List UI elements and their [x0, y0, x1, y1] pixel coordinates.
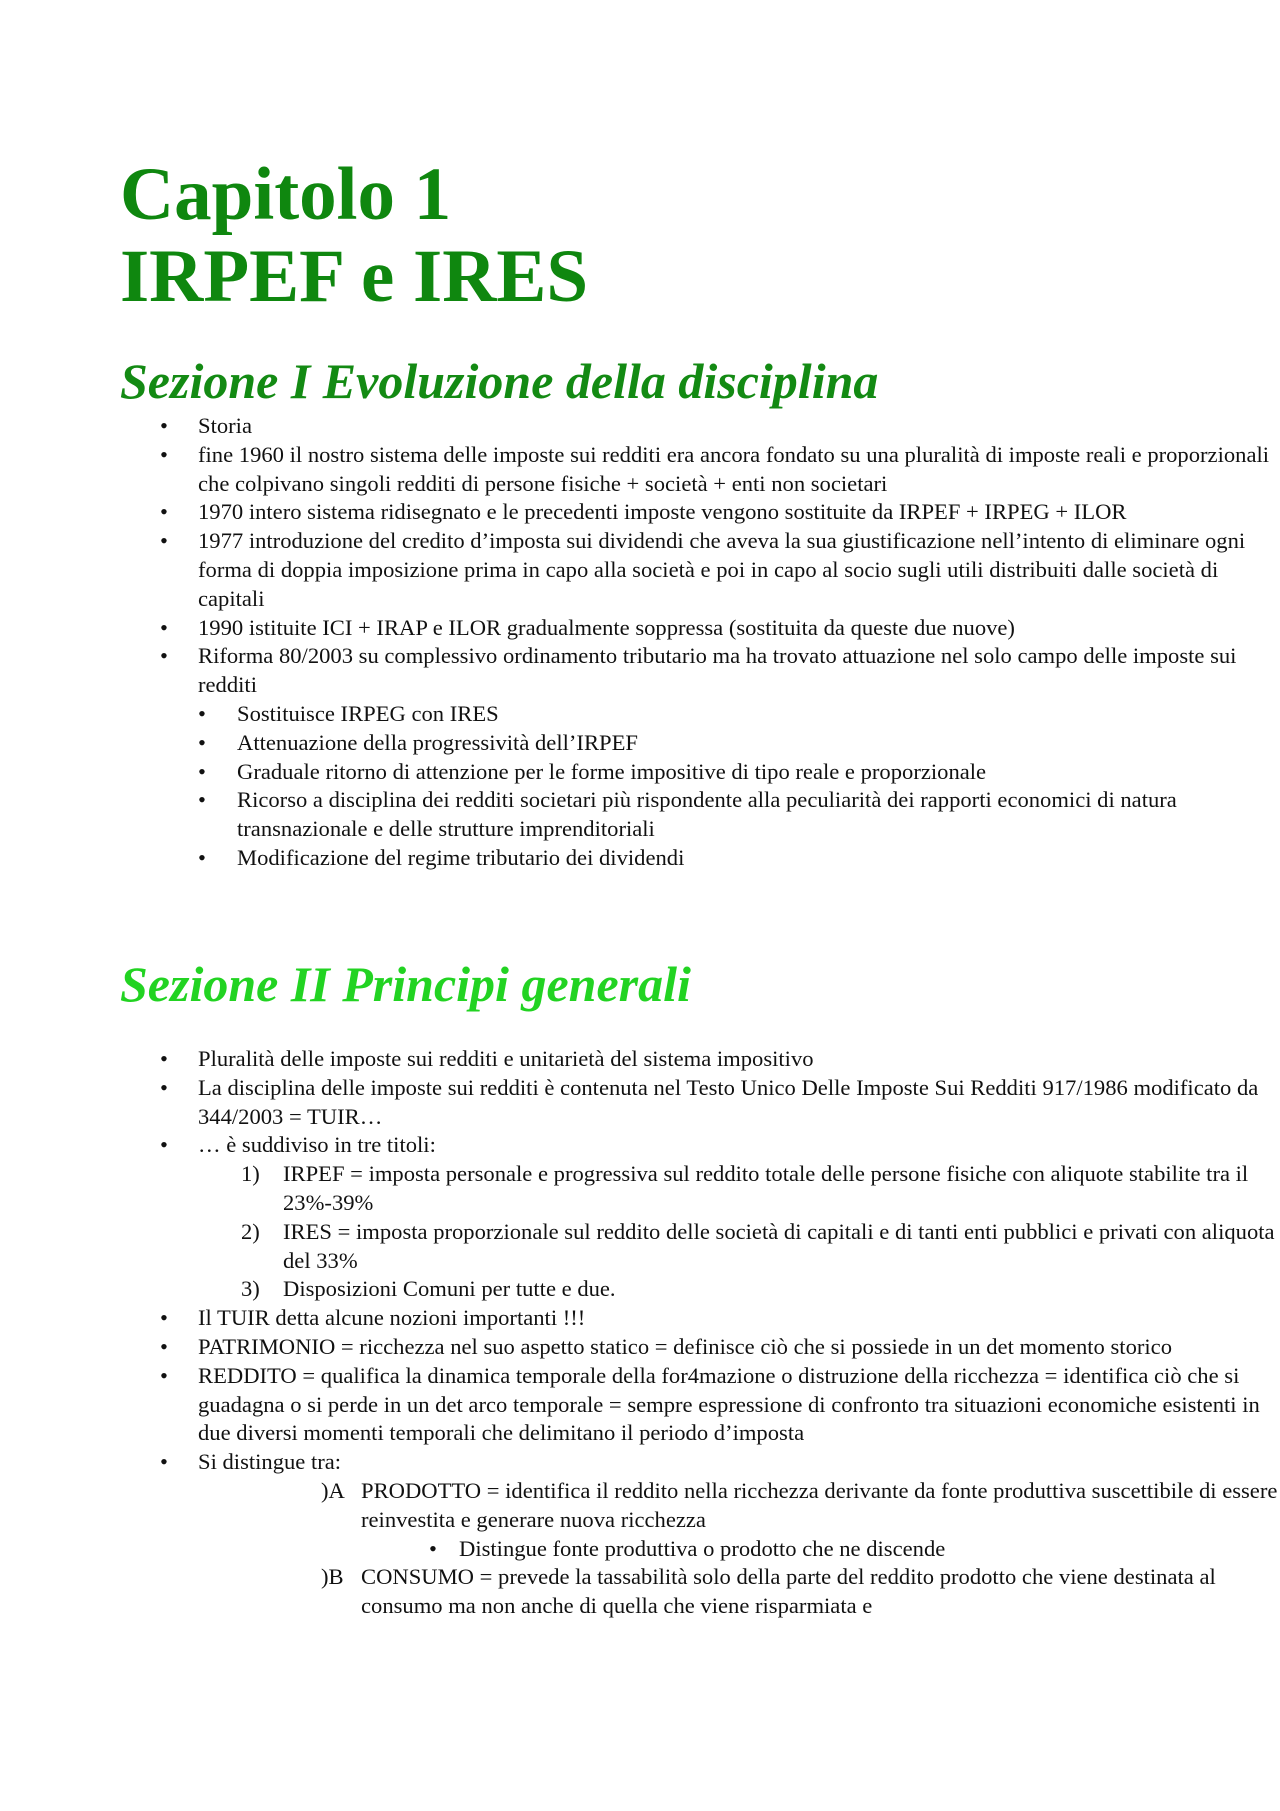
chapter-number: Capitolo 1	[120, 153, 452, 236]
sub-list-item: • Sostituisce IRPEG con IRES	[0, 700, 1280, 729]
bullet-icon: •	[160, 413, 168, 438]
chapter-subject: IRPEF e IRES	[120, 235, 589, 318]
bullet-icon: •	[160, 499, 168, 525]
bullet-icon: •	[160, 1333, 168, 1359]
list-item: • 1970 intero sistema ridisegnato e le precedenti imposte vengono sostituite da IRPEF + IRPEG + ILOR	[0, 498, 1280, 527]
bullet-icon: •	[160, 1132, 168, 1158]
list-item: • Pluralità delle imposte sui redditi e unitarietà del sistema impositivo	[0, 1045, 1280, 1074]
bullet-icon: •	[160, 441, 168, 467]
bullet-icon: •	[198, 758, 206, 784]
bullet-icon: •	[198, 700, 206, 726]
list-item: • Il TUIR detta alcune nozioni importanti !!!	[0, 1304, 1280, 1333]
bullet-icon: •	[160, 643, 168, 669]
item-letter: )B	[321, 1564, 344, 1590]
list-item: • La disciplina delle imposte sui redditi è contenuta nel Testo Unico Delle Imposte Sui Redditi 917/1986 modificato da 344/2003 = TUIR…	[160, 1074, 1259, 1129]
list-item: • fine 1960 il nostro sistema delle imposte sui redditi era ancora fondato su una pluralità di imposte reali e proporzionali che colpivano singoli redditi di persone fisiche + società + enti non societari	[160, 441, 1270, 496]
list-item: • Si distingue tra:	[0, 1448, 1280, 1477]
bullet-icon: •	[198, 787, 206, 813]
numbered-item: 1) IRPEF = imposta personale e progressiva sul reddito totale delle persone fisiche con aliquote stabilite tra il 23%-39%	[241, 1161, 1249, 1215]
item-number: 3)	[241, 1276, 260, 1302]
list-item: • PATRIMONIO = ricchezza nel suo aspetto statico = definisce ciò che si possiede in un det momento storico	[0, 1333, 1280, 1362]
list-item: • REDDITO = qualifica la dinamica temporale della for4mazione o distruzione della ricchezza = identifica ciò che si guadagna o si perde in un det arco temporale = sempre espressione di confronto tra situazioni economiche esistenti in due diversi momenti temporali che delimitano il periodo d’imposta	[160, 1362, 1260, 1446]
bullet-icon: •	[160, 614, 168, 640]
item-letter: )A	[321, 1477, 345, 1503]
bullet-icon: •	[429, 1535, 437, 1561]
numbered-item: 3) Disposizioni Comuni per tutte e due.	[0, 1275, 1280, 1304]
item-number: 1)	[241, 1161, 260, 1187]
lettered-sub-item: • Distingue fonte produttiva o prodotto che ne discende	[0, 1535, 1280, 1564]
bullet-icon: •	[160, 1305, 168, 1331]
section-1-title: Sezione I Evoluzione della disciplina	[120, 353, 879, 409]
bullet-icon: •	[160, 528, 168, 554]
list-item: • … è suddiviso in tre titoli:	[0, 1131, 1280, 1160]
lettered-item: )A PRODOTTO = identifica il reddito nella ricchezza derivante da fonte produttiva suscettibile di essere reinvestita e generare nuova ricchezza	[321, 1477, 1278, 1532]
sub-list-item: • Ricorso a disciplina dei redditi societari più rispondente alla peculiarità dei rapporti economici di natura transnazionale e delle strutture imprenditoriali	[198, 787, 1177, 842]
bullet-icon: •	[198, 844, 206, 870]
list-item: • 1990 istituite ICI + IRAP e ILOR gradualmente soppressa (sostituita da queste due nuove)	[0, 614, 1280, 643]
sub-list-item: • Attenuazione della progressività dell’IRPEF	[0, 729, 1280, 758]
chapter-title	[120, 154, 588, 318]
bullet-icon: •	[160, 1046, 168, 1071]
item-number: 2)	[241, 1218, 260, 1244]
bullet-icon: •	[160, 1449, 168, 1475]
lettered-item: )B CONSUMO = prevede la tassabilità solo della parte del reddito prodotto che viene destinata al consumo ma non anche di quella che viene risparmiata e	[321, 1564, 1216, 1619]
list-item: • 1977 introduzione del credito d’imposta sui dividendi che aveva la sua giustificazione nell’intento di eliminare ogni forma di doppia imposizione prima in capo alla società e poi in capo al socio sugli utili distribuiti dalle società di capitali	[160, 528, 1246, 611]
sub-list-item: • Modificazione del regime tributario dei dividendi	[0, 844, 1280, 873]
list-item: • Storia	[0, 412, 1280, 441]
sub-list-item: • Graduale ritorno di attenzione per le forme impositive di tipo reale e proporzionale	[0, 758, 1280, 787]
section-2-list	[0, 1045, 1280, 1621]
bullet-icon: •	[160, 1074, 168, 1100]
numbered-item: 2) IRES = imposta proporzionale sul reddito delle società di capitali e di tanti enti pubblici e privati con aliquota del 33%	[241, 1218, 1275, 1273]
section-2-title: Sezione II Principi generali	[120, 956, 691, 1012]
list-item: • Riforma 80/2003 su complessivo ordinamento tributario ma ha trovato attuazione nel solo campo delle imposte sui redditi	[160, 643, 1237, 698]
bullet-icon: •	[198, 729, 206, 755]
bullet-icon: •	[160, 1362, 168, 1388]
section-1-list	[0, 412, 1280, 873]
